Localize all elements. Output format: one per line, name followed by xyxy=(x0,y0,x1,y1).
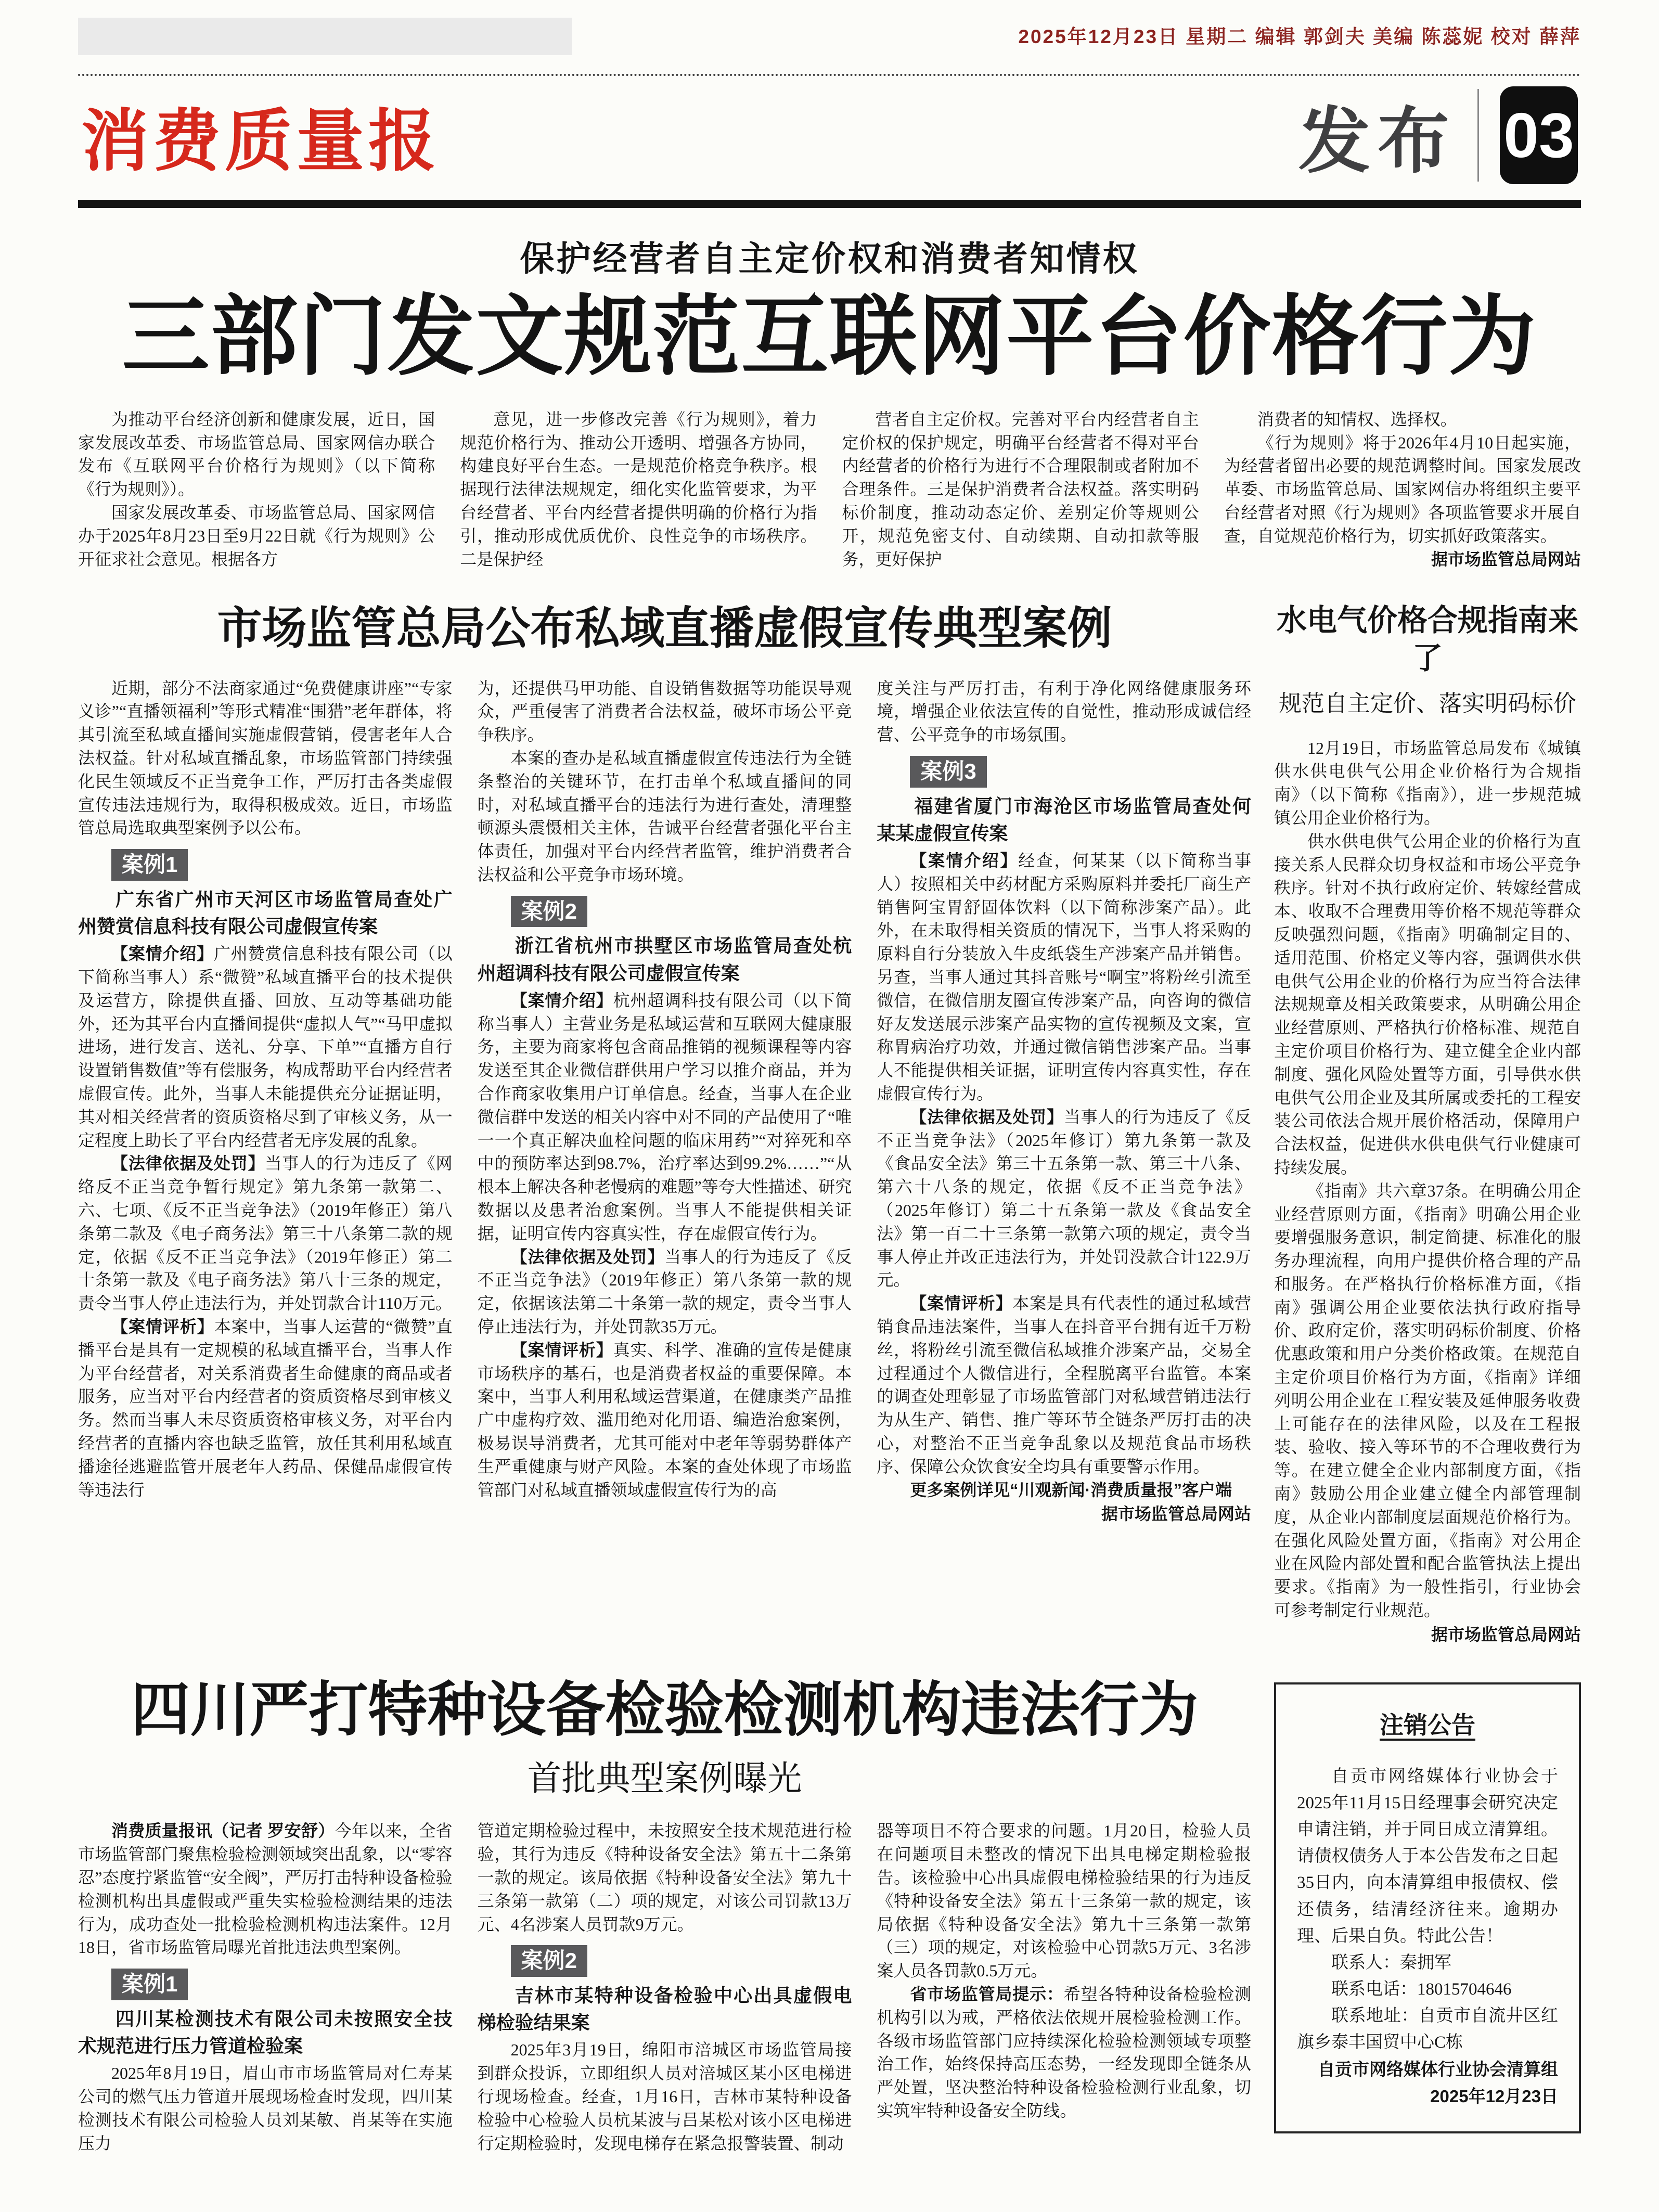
paragraph-text: 当事人的行为违反了《网络反不正当竞争暂行规定》第九条第一款第二、六、七项、《反不正当竞争法》（2019年修正）第八条第二款及《电子商务法》第三十八条第二款的规定，依据《反不正当竞争法》（2019年修正）第二十条第一款及《电子商务法》第八十三条的规定，责令当事人停止违法行为，并处罚款合计110万元。 xyxy=(78,1154,453,1313)
masthead-logo: 消费质量报 xyxy=(81,102,441,179)
bottom-section xyxy=(78,1676,1581,2155)
paragraph xyxy=(877,1105,1251,1292)
lead-article xyxy=(78,231,1581,571)
source-credit: 据市场监管总局网站 xyxy=(1431,1625,1581,1644)
masthead-rule xyxy=(78,200,1581,208)
paragraph-text: 当事人的行为违反了《反不正当竞争法》（2019年修正）第八条第一款的规定，依据该法第二十条第一款的规定，责令当事人停止违法行为，并处罚款35万元。 xyxy=(477,1247,852,1336)
source-credit: 据市场监管总局网站 xyxy=(1101,1504,1252,1524)
case-title: 四川某检测技术有限公司未按照安全技术规范进行压力管道检验案 xyxy=(78,2008,453,2057)
case-title: 浙江省杭州市拱墅区市场监管局查处杭州超调科技有限公司虚假宣传案 xyxy=(477,935,852,984)
case-badge-row xyxy=(111,1969,453,2000)
paragraph xyxy=(478,989,852,1245)
page-number-badge: 03 xyxy=(1500,86,1578,184)
source-credit: 据市场监管总局网站 xyxy=(1431,549,1581,569)
sichuan-subtitle: 首批典型案例曝光 xyxy=(527,1759,802,1798)
paragraph xyxy=(78,1819,453,1959)
notice-title: 注销公告 xyxy=(1380,1711,1475,1739)
case-badge: 案例3 xyxy=(910,756,986,788)
paragraph-text: 《行为规则》将于2026年4月10日起实施，为经营者留出必要的规范调整时间。国家发展改革委、市场监管总局、国家网信办将组织主要平台经营者对照《行为规则》各项监管要求开展自查，自觉规范价格行为，切实抓好政策落实。 xyxy=(1224,433,1581,545)
paragraph-label: 【案情介绍】 xyxy=(111,944,214,963)
paragraph: 2025年3月19日，绵阳市涪城区市场监管局接到群众投诉，立即组织人员对涪城区某小区电梯进行现场检查。经查，1月16日，吉林市某特种设备检验中心检验人员杭某波与吕某松对该小区电梯进行定期检验时，发现电梯存在紧急报警装置、制动 xyxy=(477,2040,852,2153)
paragraph: 为推动平台经济创新和健康发展，近日，国家发展改革委、市场监管总局、国家网信办联合发布《互联网平台价格行为规则》（以下简称《行为规则》）。 xyxy=(78,409,435,499)
paragraph: 器等项目不符合要求的问题。1月20日，检验人员在问题项目未整改的情况下出具电梯定期检验报告。该检验中心出具虚假电梯检验结果的行为违反《特种设备安全法》第五十三条第一款的规定，该局依据《特种设备安全法》第九十三条第一款第（三）项的规定，对该检验中心罚款5万元、3名涉案人员各罚款0.5万元。 xyxy=(877,1821,1252,1980)
paragraph xyxy=(877,1983,1251,2123)
case-badge: 案例1 xyxy=(111,1969,188,2000)
guide-body xyxy=(1274,737,1581,1647)
paragraph xyxy=(877,849,1251,1105)
case-badge: 案例2 xyxy=(511,896,587,928)
tip-label: 省市场监管局提示： xyxy=(910,1985,1064,2004)
sichuan-column-1 xyxy=(78,1819,453,2155)
paragraph-text: 杭州超调科技有限公司（以下简称当事人）主营业务是私域运营和互联网大健康服务，主要为商家将包含商品推销的视频课程等内容发送至其企业微信群供用户学习以推介商品，并为合作商家收集用户订单信息。经查，当事人在企业微信群中发送的相关内容中对不同的产品使用了“唯一一个真正解决血栓问题的临床用药”“对猝死和卒中的预防率达到98.7%，治疗率达到99.2%……”“从根本上解决各种老慢病的难题”等夸大性描述、研究数据以及患者治愈案例。当事人不能提供相关证据，证明宣传内容真实性，存在虚假宣传行为。 xyxy=(477,991,852,1243)
paragraph-text: 当事人的行为违反了《反不正当竞争法》（2025年修订）第九条第一款及《食品安全法》第三十五条第一款、第三十八条、第六十八条的规定，依据《反不正当竞争法》（2025年修订）第二十五条第一款及《食品安全法》第一百二十三条第一款第六项的规定，责令当事人停止并改正违法行为，并处罚没款合计122.9万元。 xyxy=(877,1107,1252,1290)
paragraph-label: 【案情评析】 xyxy=(111,1317,214,1336)
paragraph: 营者自主定价权。完善对平台内经营者自主定价权的保护规定，明确平台经营者不得对平台内经营者的价格行为进行不合理限制或者附加不合理条件。三是保护消费者合法权益。落实明码标价制度，推动动态定价、差别定价等规则公开，规范免密支付、自动续期、自动扣款等服务，更好保护 xyxy=(842,409,1199,569)
paragraph-label: 【案情介绍】 xyxy=(510,991,613,1010)
cases-headline: 市场监管总局公布私域直播虚假宣传典型案例 xyxy=(217,603,1112,654)
cases-column-1 xyxy=(78,677,453,1527)
case-badge-row xyxy=(111,849,453,881)
sichuan-column-3 xyxy=(877,1819,1251,2155)
paragraph xyxy=(478,1245,852,1339)
paragraph: 为，还提供马甲功能、自设销售数据等功能误导观众，严重侵害了消费者合法权益，破坏市场公平竞争秩序。 xyxy=(477,678,852,744)
notice-body: 自贡市网络媒体行业协会于2025年11月15日经理事会研究决定申请注销，并于同日成立清算组。请债权债务人于本公告发布之日起35日内，向本清算组申报债权、偿还债务，结清经济往来。逾期办理、后果自负。特此公告！ xyxy=(1297,1767,1558,1946)
case-badge: 案例2 xyxy=(511,1945,587,1977)
paragraph xyxy=(78,1152,453,1315)
lead-columns xyxy=(78,408,1581,571)
middle-section xyxy=(78,602,1581,1647)
paragraph-text: 经查，何某某（以下简称当事人）按照相关中药材配方采购原料并委托厂商生产销售阿宝胃舒固体饮料（以下简称涉案产品）。此外，在未取得相关资质的情况下，当事人将采购的原料自行分装放入牛皮纸袋生产涉案产品并销售。另查，当事人通过其抖音账号“啊宝”将粉丝引流至微信，在微信朋友圈宣传涉案产品，向咨询的微信好友发送展示涉案产品实物的宣传视频及文案，宣称胃病治疗功效，并通过微信销售涉案产品。当事人不能提供相关证据，证明宣传内容真实性，存在虚假宣传行为。 xyxy=(877,851,1252,1103)
masthead-row xyxy=(78,76,1581,195)
lead-column-4 xyxy=(1224,408,1581,571)
sichuan-column-2 xyxy=(478,1819,852,2155)
paragraph: 供水供电供气公用企业的价格行为直接关系人民群众切身权益和市场公平竞争秩序。针对不执行政府定价、转嫁经营成本、收取不合理费用等价格不规范等群众反映强烈问题，《指南》明确制定目的、适用范围、价格定义等内容，强调供水供电供气公用企业的价格行为应当符合法律法规规章及相关政策要求，从明确公用企业经营原则、严格执行价格标准、规范自主定价项目价格行为、建立健全企业内部制度、强化风险处置等方面，引导供水供电供气公用企业及其所属或委托的工程安装公司依法合规开展价格活动，保障用户合法权益，促进供水供电供气行业健康可持续发展。 xyxy=(1274,831,1581,1177)
lead-column-1 xyxy=(78,408,435,571)
masthead-right xyxy=(1298,76,1578,195)
paragraph xyxy=(877,1292,1251,1478)
case-badge-row xyxy=(910,756,1251,788)
paragraph-text: 本案中，当事人运营的“微赞”直播平台是具有一定规模的私域直播平台，当事人作为平台经营者，对关系消费者生命健康的商品或者服务，应当对平台内经营者的资质资格尽到审核义务。然而当事人未尽资质资格审核义务，对平台内经营者的直播内容也缺乏监管，放任其利用私域直播途径逃避监管开展老年人药品、保健品虚假宣传等违法行 xyxy=(78,1317,453,1499)
lead-column-2 xyxy=(460,408,817,571)
paragraph-label: 【案情评析】 xyxy=(510,1340,613,1359)
paragraph xyxy=(478,1339,852,1502)
paragraph-text: 本案是具有代表性的通过私域营销食品违法案件，当事人在抖音平台拥有近千万粉丝，将粉丝引流至微信私域推介涉案产品，交易全过程通过个人微信进行，全程脱离平台监管。本案的调查处理彰显了市场监管部门对私域营销违法行为从生产、销售、推广等环节全链条严厉打击的决心，对整治不正当竞争乱象以及规范食品市场秩序、保障公众饮食安全均具有重要警示作用。 xyxy=(877,1294,1252,1476)
paragraph-with-source xyxy=(1224,431,1581,569)
masked-area xyxy=(78,18,572,55)
paragraph: 近期，部分不法商家通过“免费健康讲座”“专家义诊”“直播领福利”等形式精准“围猎”老年群体，将其引流至私域直播间实施虚假营销，侵害老年人合法权益。针对私域直播乱象，市场监管部门持续强化民生领域反不正当竞争工作，严厉打击各类虚假宣传违法违规行为，取得积极成效。近日，市场监管总局选取典型案例予以公布。 xyxy=(78,678,453,838)
paragraph xyxy=(78,942,453,1152)
byline-label: 消费质量报讯（记者 罗安舒） xyxy=(111,1821,335,1841)
guide-subtitle: 规范自主定价、落实明码标价 xyxy=(1279,691,1576,717)
sichuan-article xyxy=(78,1676,1251,2155)
paragraph: 意见，进一步修改完善《行为规则》，着力规范价格行为、推动公开透明、增强各方协同，构建良好平台生态。一是规范价格竞争秩序。根据现行法律法规规定，细化实化监管要求，为平台经营者、平台内经营者提供明确的价格行为指引，推动形成优质优价、良性竞争的市场秩序。二是保护经 xyxy=(460,409,817,569)
sichuan-headline: 四川严打特种设备检验检测机构违法行为 xyxy=(131,1677,1199,1743)
notice-contact-name: 联系人：秦拥军 xyxy=(1331,1953,1451,1972)
lead-column-3 xyxy=(842,408,1199,571)
paragraph: 2025年8月19日，眉山市市场监管局对仁寿某公司的燃气压力管道开展现场检查时发现，四川某检测技术有限公司检验人员刘某敏、肖某等在实施压力 xyxy=(78,2064,453,2153)
guide-article xyxy=(1274,602,1581,1647)
edition-label: 发布 xyxy=(1298,101,1457,182)
lead-kicker: 保护经营者自主定价权和消费者知情权 xyxy=(520,239,1139,278)
lead-headline: 三部门发文规范互联网平台价格行为 xyxy=(122,288,1537,385)
cancellation-notice-box xyxy=(1274,1682,1581,2133)
dateline: 2025年12月23日 星期二 编辑 郭剑夫 美编 陈蕊妮 校对 薛萍 xyxy=(1018,26,1581,47)
paragraph: 《指南》共六章37条。在明确公用企业经营原则方面，《指南》明确公用企业要增强服务意识，制定简捷、标准化的服务办理流程，向用户提供价格合理的产品和服务。在严格执行价格标准方面，《指南》强调公用企业要依法执行政府指导价、政府定价，落实明码标价制度、价格优惠政策和用户分类价格政策。在规范自主定价项目价格行为方面，《指南》详细列明公用企业在工程安装及延伸服务收费上可能存在的法律风险，以及在工程报装、验收、接入等环节的不合理收费行为等。在建立健全企业内部制度方面，《指南》鼓励公用企业建立健全内部管理制度，从企业内部制度层面规范价格行为。在强化风险处置方面，《指南》对公用企业在风险内部处置和配合监管执法上提出要求。《指南》为一般性指引，行业协会可参考制定行业规范。 xyxy=(1274,1181,1581,1620)
cases-article xyxy=(78,602,1251,1647)
paragraph: 消费者的知情权、选择权。 xyxy=(1257,409,1457,429)
more-cases-line: 更多案例详见“川观新闻·消费质量报”客户端 xyxy=(910,1480,1232,1499)
guide-headline: 水电气价格合规指南来了 xyxy=(1276,603,1578,675)
paragraph-label: 【法律依据及处罚】 xyxy=(910,1107,1064,1126)
paragraph: 本案的查办是私域直播虚假宣传违法行为全链条整治的关键环节，在打击单个私域直播间的同时，对私域直播平台的违法行为进行查处，清理整顿源头震慑相关主体，告诫平台经营者强化平台主体责任，加强对平台内经营者监管，维护消费者合法权益和公平竞争市场环境。 xyxy=(477,748,852,884)
paragraph: 管道定期检验过程中，未按照安全技术规范进行检验，其行为违反《特种设备安全法》第五十二条第一款的规定。该局依据《特种设备安全法》第九十三条第一款第（二）项的规定，对该公司罚款13万元、4名涉案人员罚款9万元。 xyxy=(477,1821,852,1934)
paragraph: 国家发展改革委、市场监管总局、国家网信办于2025年8月23日至9月22日就《行为规则》公开征求社会意见。根据各方 xyxy=(78,503,435,569)
paragraph-text: 希望各特种设备检验检测机构引以为戒，严格依法依规开展检验检测工作。各级市场监管部门应持续深化检验检测领域专项整治工作，始终保持高压态势，一经发现即全链条从严处置，坚决整治特种设备检验检测行业乱象，切实筑牢特种设备安全防线。 xyxy=(877,1985,1252,2120)
paragraph xyxy=(78,1315,453,1501)
notice-date: 2025年12月23日 xyxy=(1430,2086,1558,2106)
paragraph-label: 【案情评析】 xyxy=(910,1294,1013,1313)
paragraph: 度关注与严厉打击，有利于净化网络健康服务环境，增强企业依法宣传的自觉性，推动形成诚信经营、公平竞争的市场氛围。 xyxy=(877,678,1252,744)
case-badge: 案例1 xyxy=(111,849,188,881)
paragraph-text: 广州赞赏信息科技有限公司（以下简称当事人）系“微赞”私域直播平台的技术提供及运营方，除提供直播、回放、互动等基础功能外，还为其平台内直播间提供“虚拟人气”“马甲虚拟进场，进行发言、送礼、分享、下单”“直播方自行设置销售数值”等有偿服务，构成帮助平台内经营者虚假宣传。此外，当事人未能提供充分证据证明，其对相关经营者的资质资格尽到了审核义务，从一定程度上助长了平台内经营者无序发展的乱象。 xyxy=(78,944,453,1150)
paragraph-text: 真实、科学、准确的宣传是健康市场秩序的基石，也是消费者权益的重要保障。本案中，当事人利用私域运营渠道，在健康类产品推广中虚构疗效、滥用绝对化用语、编造治愈案例，极易误导消费者，尤其可能对中老年等弱势群体产生严重健康与财产风险。本案的查处体现了市场监管部门对私域直播领域虚假宣传行为的高 xyxy=(477,1340,852,1499)
paragraph: 12月19日，市场监管总局发布《城镇供水供电供气公用企业价格行为合规指南》（以下简称《指南》），进一步规范城镇公用企业价格行为。 xyxy=(1274,738,1581,827)
notice-contact-phone: 联系电话：18015704646 xyxy=(1331,1979,1512,1999)
paragraph-label: 【法律依据及处罚】 xyxy=(111,1154,265,1173)
cases-columns xyxy=(78,677,1251,1527)
case-badge-row xyxy=(511,1945,852,1977)
case-badge-row xyxy=(511,896,852,928)
sichuan-columns xyxy=(78,1819,1251,2155)
paragraph-text: 今年以来，全省市场监管部门聚焦检验检测领域突出乱象，以“零容忍”态度拧紧监管“安全阀”，严厉打击特种设备检验检测机构出具虚假或严重失实检验检测结果的违法行为，成功查处一批检验检测机构违法案件。12月18日，省市场监管局曝光首批违法典型案例。 xyxy=(78,1821,453,1957)
notice-contact-address: 联系地址：自贡市自流井区红旗乡泰丰国贸中心C栋 xyxy=(1297,2007,1558,2052)
cases-column-2 xyxy=(478,677,852,1527)
case-title: 福建省厦门市海沧区市场监管局查处何某某虚假宣传案 xyxy=(877,795,1252,844)
case-title: 广东省广州市天河区市场监管局查处广州赞赏信息科技有限公司虚假宣传案 xyxy=(78,888,453,937)
paragraph-label: 【案情介绍】 xyxy=(910,851,1019,870)
case-title: 吉林市某特种设备检验中心出具虚假电梯检验结果案 xyxy=(477,1985,852,2034)
paragraph-label: 【法律依据及处罚】 xyxy=(510,1247,665,1266)
header-divider xyxy=(1477,89,1479,182)
top-bar xyxy=(78,14,1581,58)
notice-signature: 自贡市网络媒体行业协会清算组 xyxy=(1318,2060,1558,2079)
cases-column-3 xyxy=(877,677,1251,1527)
